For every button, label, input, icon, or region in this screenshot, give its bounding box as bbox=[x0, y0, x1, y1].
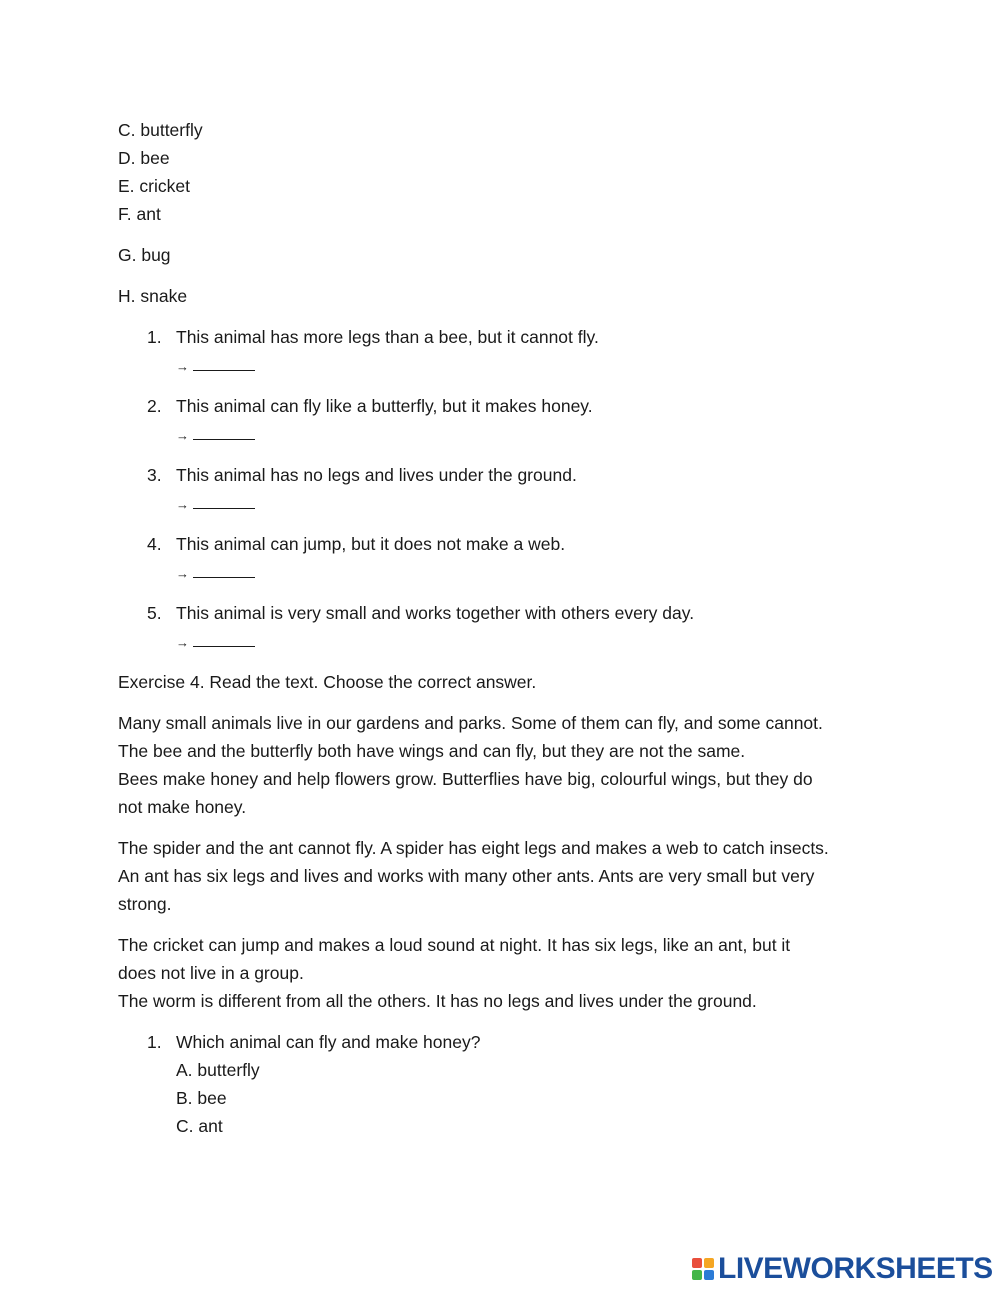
paragraph-line: An ant has six legs and lives and works with many other ants. Ants are very small but very bbox=[118, 866, 815, 886]
paragraph-line: Bees make honey and help flowers grow. Butterflies have big, colourful wings, but they do bbox=[118, 769, 813, 789]
option-f: F. ant bbox=[118, 204, 161, 224]
answer-row bbox=[176, 627, 898, 655]
question-number: 1. bbox=[147, 1032, 162, 1052]
worksheet-page bbox=[118, 116, 898, 1140]
exercise3-item-5 bbox=[118, 599, 898, 655]
reading-paragraph-1 bbox=[118, 709, 898, 821]
exercise4-question-1 bbox=[118, 1028, 898, 1140]
answer-blank[interactable] bbox=[193, 355, 255, 371]
reading-paragraph-3 bbox=[118, 931, 898, 1015]
item-text: This animal is very small and works together with others every day. bbox=[176, 603, 695, 623]
answer-blank[interactable] bbox=[193, 562, 255, 578]
logo-text: LIVEWORKSHEETS bbox=[718, 1252, 993, 1285]
logo-block bbox=[704, 1270, 714, 1280]
option-g: G. bug bbox=[118, 245, 171, 265]
arrow-icon: → bbox=[176, 566, 189, 581]
option-h: H. snake bbox=[118, 286, 188, 306]
item-text: This animal has no legs and lives under the ground. bbox=[176, 465, 577, 485]
exercise3-item-4 bbox=[118, 530, 898, 586]
logo-blocks-icon bbox=[692, 1258, 714, 1280]
paragraph-line: The worm is different from all the others. It has no legs and lives under the ground. bbox=[118, 991, 757, 1011]
answer-row bbox=[176, 558, 898, 586]
paragraph-line: not make honey. bbox=[118, 797, 247, 817]
paragraph-line: The bee and the butterfly both have wings and can fly, but they are not the same. bbox=[118, 741, 746, 761]
reading-paragraph-2 bbox=[118, 834, 898, 918]
question-text: Which animal can fly and make honey? bbox=[176, 1032, 481, 1052]
arrow-icon: → bbox=[176, 428, 189, 443]
option-c: C. butterfly bbox=[118, 120, 203, 140]
item-text: This animal has more legs than a bee, but it cannot fly. bbox=[176, 327, 599, 347]
paragraph-line: does not live in a group. bbox=[118, 963, 304, 983]
option-d: D. bee bbox=[118, 148, 170, 168]
item-text: This animal can jump, but it does not make a web. bbox=[176, 534, 566, 554]
paragraph-line: strong. bbox=[118, 894, 172, 914]
exercise3-item-2 bbox=[118, 392, 898, 448]
item-number: 2. bbox=[147, 396, 162, 416]
logo-block bbox=[692, 1258, 702, 1268]
item-text: This animal can fly like a butterfly, but it makes honey. bbox=[176, 396, 593, 416]
answer-blank[interactable] bbox=[193, 493, 255, 509]
paragraph-line: The cricket can jump and makes a loud sound at night. It has six legs, like an ant, but it bbox=[118, 935, 791, 955]
arrow-icon: → bbox=[176, 635, 189, 650]
item-number: 5. bbox=[147, 603, 162, 623]
liveworksheets-logo bbox=[692, 1252, 993, 1286]
exercise3-item-1 bbox=[118, 323, 898, 379]
arrow-icon: → bbox=[176, 497, 189, 512]
logo-block bbox=[704, 1258, 714, 1268]
option-e: E. cricket bbox=[118, 176, 190, 196]
item-number: 3. bbox=[147, 465, 162, 485]
choice-b[interactable]: B. bee bbox=[176, 1088, 227, 1108]
answer-blank[interactable] bbox=[193, 631, 255, 647]
item-number: 4. bbox=[147, 534, 162, 554]
answer-row bbox=[176, 420, 898, 448]
logo-block bbox=[692, 1270, 702, 1280]
choice-c[interactable]: C. ant bbox=[176, 1116, 223, 1136]
answer-row bbox=[176, 351, 898, 379]
answer-blank[interactable] bbox=[193, 424, 255, 440]
item-number: 1. bbox=[147, 327, 162, 347]
answer-row bbox=[176, 489, 898, 517]
paragraph-line: The spider and the ant cannot fly. A spider has eight legs and makes a web to catch insects. bbox=[118, 838, 829, 858]
paragraph-line: Many small animals live in our gardens and parks. Some of them can fly, and some cannot. bbox=[118, 713, 823, 733]
exercise4-heading: Exercise 4. Read the text. Choose the correct answer. bbox=[118, 672, 537, 692]
arrow-icon: → bbox=[176, 359, 189, 374]
choice-a[interactable]: A. butterfly bbox=[176, 1060, 260, 1080]
exercise3-item-3 bbox=[118, 461, 898, 517]
